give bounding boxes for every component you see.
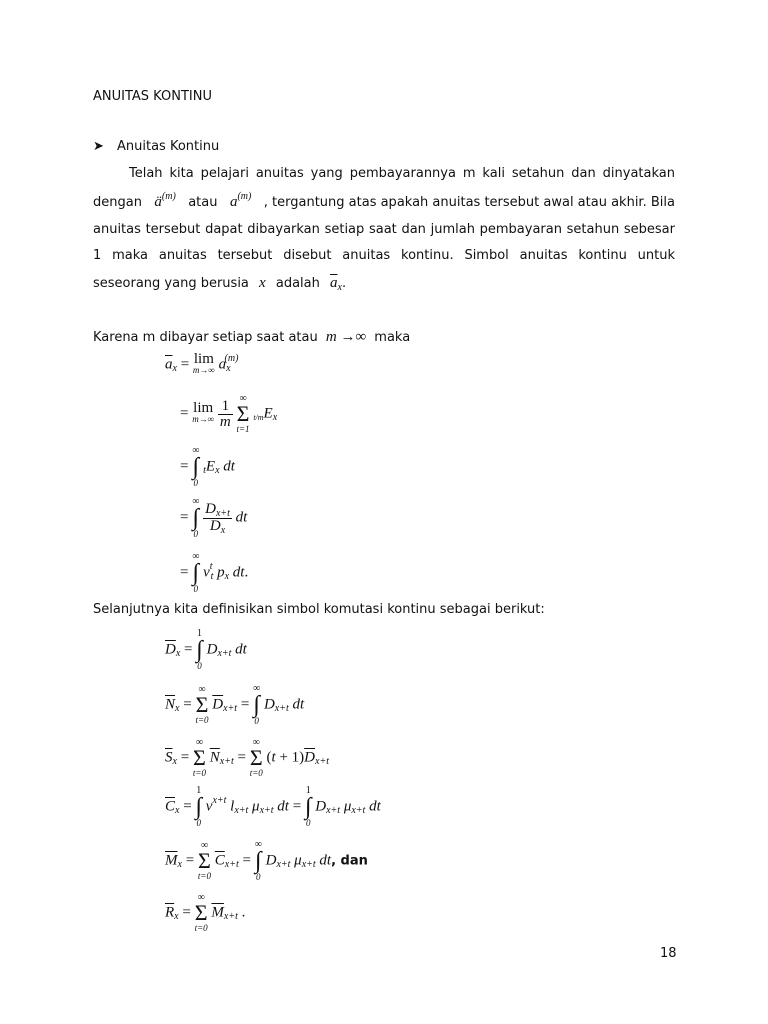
formula-a-m: $a^{(m)}$ xyxy=(229,191,252,210)
paragraph-text: , tergantung atas apakah anuitas tersebut awal atau akhir. Bila xyxy=(263,195,675,210)
bullet-title: Anuitas Kontinu xyxy=(117,139,220,154)
equation-integral-1: = ∞ ∫ 0 $_tE_x$ dt xyxy=(180,445,235,488)
paragraph-line-1: Telah kita pelajari anuitas yang pembayarannya m kali setahun dan dinyatakan xyxy=(129,166,675,181)
page-number: 18 xyxy=(660,946,677,961)
paragraph-text: seseorang yang berusia xyxy=(93,276,249,291)
karena-line xyxy=(93,329,410,346)
equation-n-bar: $\overline{N}_x$ = ∞ Σ t=0 $\overline{D}_{x+t}$ = ∞ ∫ 0 $D_{x+t}$ dt xyxy=(165,683,305,726)
equation-r-bar: $\overline{R}_x$ = ∞ Σ t=0 $\overline{M}_{x+t}$ . xyxy=(165,892,246,933)
paragraph-line-5 xyxy=(93,275,346,293)
paragraph-text: . xyxy=(341,276,347,291)
paragraph-line-3: anuitas tersebut dapat dibayarkan setiap saat dan jumlah pembayaran setahun sebesar xyxy=(93,222,675,237)
karena-text: maka xyxy=(374,330,411,345)
equation-c-bar: $\overline{C}_x$ = 1 ∫ 0 $v^{x+t}$ $l_{x+t}$ $\mu_{x+t}$ dt = 1 ∫ 0 $D_{x+t}$ $\mu_{x+t}$ dt xyxy=(165,785,381,828)
paragraph-line-2 xyxy=(93,191,675,212)
paragraph-text: atau xyxy=(188,195,218,210)
paragraph-line-4: 1 maka anuitas tersebut disebut anuitas kontinu. Simbol anuitas kontinu untuk xyxy=(93,248,675,263)
equation-integral-3: = ∞ ∫ 0 $v^t_t$ $p_x$ dt. xyxy=(180,551,249,594)
paragraph-text: adalah xyxy=(275,276,320,291)
formula-m-to-infinity: m →∞ xyxy=(325,329,367,345)
equation-limit-sum: = lim m→∞ $\frac{1}{m}$ ∞ Σ t=1 $_{t/m}E_x$ xyxy=(180,393,278,434)
equation-d-bar: $\overline{D}_x$ = 1 ∫ 0 $D_{x+t}$ dt xyxy=(165,628,247,671)
formula-a-double-dot-m: $ä^{(m)}$ xyxy=(154,191,176,210)
equation-m-bar: $\overline{M}_x$ = ∞ Σ t=0 $\overline{C}_{x+t}$ = ∞ ∫ 0 $D_{x+t}$ $\mu_{x+t}$ dt, dan xyxy=(165,839,368,882)
dan-label: , dan xyxy=(331,853,368,869)
selanjutnya-line: Selanjutnya kita definisikan simbol komutasi kontinu sebagai berikut: xyxy=(93,602,545,617)
karena-text: Karena m dibayar setiap saat atau xyxy=(93,330,318,345)
page-heading: ANUITAS KONTINU xyxy=(93,89,212,104)
bullet-arrow-icon: ➤ xyxy=(93,139,104,154)
formula-x: x xyxy=(259,275,266,291)
equation-s-bar: $\overline{S}_x$ = ∞ Σ t=0 $\overline{N}_{x+t}$ = ∞ Σ t=0 $(t + 1)\overline{D}_{x+t}$ xyxy=(165,737,329,778)
equation-limit: $\overline{a}_x = \lim$ m→∞ $a_x^{(m)}$ xyxy=(165,351,239,375)
equation-integral-2: = ∞ ∫ 0 $\frac{D_{x+t}}{D_x}$ dt xyxy=(180,496,248,539)
formula-a-bar-x: $\overline{a}_x$ xyxy=(330,275,342,293)
paragraph-text: dengan xyxy=(93,195,142,210)
